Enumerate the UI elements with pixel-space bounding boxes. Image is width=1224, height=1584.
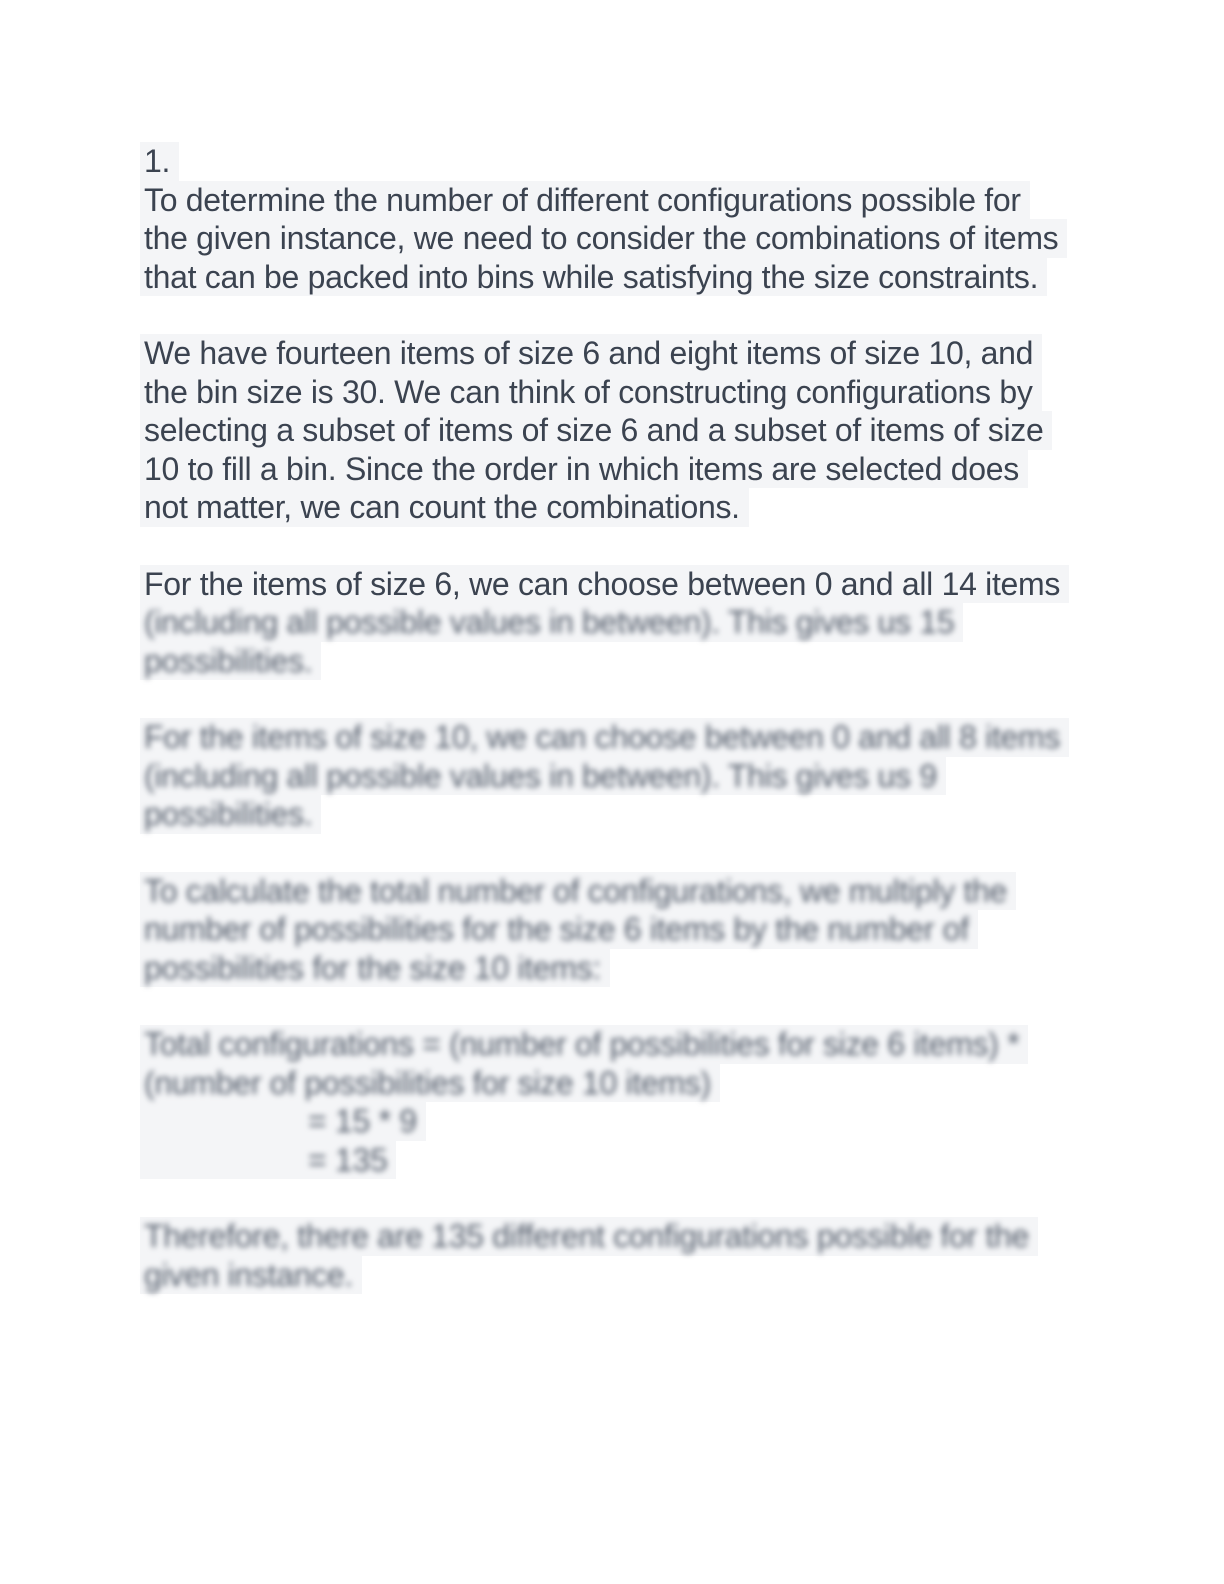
line-highlight	[140, 411, 1052, 450]
text-line	[144, 334, 1144, 373]
text-line	[144, 565, 1144, 604]
paragraph-conclusion	[144, 1217, 1144, 1294]
text: selecting a subset of items of size 6 and a subset of items of size	[144, 412, 1044, 448]
line-highlight	[140, 795, 321, 834]
text-line	[144, 450, 1144, 489]
paragraph-size6-possibilities	[144, 565, 1144, 681]
text: 1.	[144, 143, 171, 179]
text: the given instance, we need to consider the combinations of items	[144, 220, 1059, 256]
line-highlight	[140, 1064, 720, 1103]
text-line	[144, 373, 1144, 412]
line-highlight	[140, 142, 179, 181]
blurred-text: number of possibilities for the size 6 items by the number of	[144, 911, 969, 947]
text-line	[144, 872, 1144, 911]
text: For the items of size 6, we can choose between 0 and all 14 items	[144, 565, 1061, 602]
text-line	[144, 718, 1144, 757]
line-highlight	[140, 1217, 1038, 1256]
text-line	[144, 757, 1144, 796]
line-highlight	[140, 258, 1047, 297]
blurred-text: possibilities.	[144, 796, 313, 832]
line-highlight	[140, 565, 1069, 604]
text-line	[144, 1141, 1144, 1180]
blurred-text: Therefore, there are 135 different configurations possible for the	[144, 1218, 1030, 1254]
text-line	[144, 949, 1144, 988]
text-line	[144, 642, 1144, 681]
text-line	[144, 258, 1144, 297]
line-highlight	[140, 450, 1028, 489]
line-highlight	[140, 334, 1042, 373]
paragraph-calculation	[144, 1025, 1144, 1179]
blurred-text: For the items of size 10, we can choose between 0 and all 8 items	[144, 719, 1061, 755]
paragraph-size10-possibilities	[144, 718, 1144, 834]
text-line	[144, 910, 1144, 949]
blurred-text: Total configurations = (number of possibilities for size 6 items) *	[144, 1026, 1020, 1062]
paragraph-intro	[144, 142, 1144, 296]
line-highlight	[140, 910, 978, 949]
line-highlight	[140, 872, 1016, 911]
text-line	[144, 181, 1144, 220]
text: that can be packed into bins while satisfying the size constraints.	[144, 258, 1039, 295]
blurred-text: possibilities for the size 10 items:	[144, 949, 601, 986]
line-highlight	[140, 181, 1030, 220]
line-highlight	[140, 1025, 1028, 1064]
blurred-text: (including all possible values in between). This gives us 15	[144, 604, 955, 640]
text: To determine the number of different configurations possible for	[144, 181, 1021, 218]
line-highlight	[140, 1141, 396, 1180]
blurred-text: possibilities.	[144, 642, 313, 679]
text-line	[144, 488, 1144, 527]
line-highlight	[140, 949, 610, 988]
text-line	[144, 795, 1144, 834]
text-line	[144, 1064, 1144, 1103]
line-highlight	[140, 757, 946, 796]
blurred-text: To calculate the total number of configurations, we multiply the	[144, 872, 1008, 909]
line-highlight	[140, 488, 749, 527]
text: We have fourteen items of size 6 and eight items of size 10, and	[144, 335, 1034, 371]
text: not matter, we can count the combinations.	[144, 489, 740, 525]
text-line	[144, 142, 1144, 181]
blurred-text: (including all possible values in between). This gives us 9	[144, 757, 937, 794]
blurred-text: (number of possibilities for size 10 items)	[144, 1064, 711, 1101]
paragraph-instance-setup	[144, 334, 1144, 527]
text: the bin size is 30. We can think of constructing configurations by	[144, 373, 1033, 410]
text-line	[144, 1025, 1144, 1064]
text-line	[144, 1217, 1144, 1256]
line-highlight	[140, 1256, 362, 1295]
text-line	[144, 219, 1144, 258]
text-line	[144, 1102, 1144, 1141]
line-highlight	[140, 718, 1069, 757]
line-highlight	[140, 219, 1067, 258]
line-highlight	[140, 642, 321, 681]
blurred-text: = 135	[308, 1141, 388, 1178]
text-line	[144, 603, 1144, 642]
blurred-text: given instance.	[144, 1256, 353, 1293]
paragraph-multiplication-rule	[144, 872, 1144, 988]
line-highlight	[140, 373, 1042, 412]
line-highlight	[140, 1102, 426, 1141]
answer-text-block	[144, 142, 1144, 1332]
text: 10 to fill a bin. Since the order in which items are selected does	[144, 450, 1019, 487]
text-line	[144, 1256, 1144, 1295]
text-line	[144, 411, 1144, 450]
line-highlight	[140, 603, 963, 642]
blurred-text: = 15 * 9	[308, 1103, 417, 1139]
